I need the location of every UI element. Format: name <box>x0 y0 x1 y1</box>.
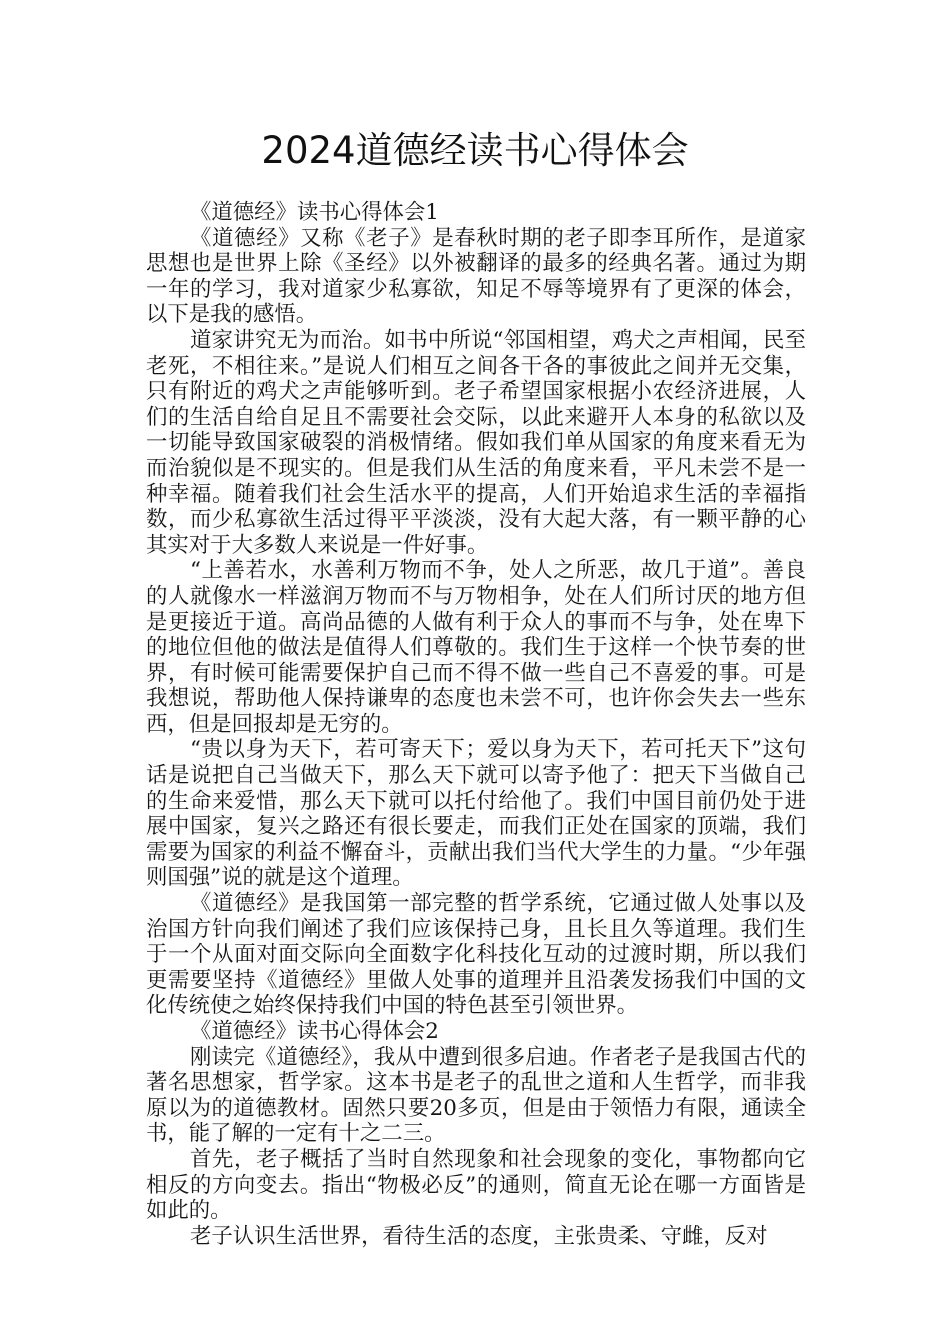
paragraph: 《道德经》是我国第一部完整的哲学系统，它通过做人处事以及治国方针向我们阐述了我们应该保持己身，且长且久等道理。我们生于一个从面对面交际向全面数字化科技化互动的过渡时期，所以我们更需要坚持《道德经》里做人处事的道理并且沿袭发扬我们中国的文化传统使之始终保持我们中国的特色甚至引领世界。 <box>146 891 806 1019</box>
document-title: 2024道德经读书心得体会 <box>261 129 689 172</box>
document-body <box>146 200 806 1249</box>
section-heading-2: 《道德经》读书心得体会2 <box>190 1019 439 1044</box>
paragraph: 首先，老子概括了当时自然现象和社会现象的变化，事物都向它相反的方向变去。指出“物极必反”的通则，简直无论在哪一方面皆是如此的。 <box>146 1146 806 1224</box>
paragraph: 《道德经》又称《老子》是春秋时期的老子即李耳所作，是道家思想也是世界上除《圣经》以外被翻译的最多的经典名著。通过为期一年的学习，我对道家少私寡欲，知足不辱等境界有了更深的体会，以下是我的感悟。 <box>146 225 806 328</box>
paragraph: 老子认识生活世界，看待生活的态度，主张贵柔、守雌，反对 <box>190 1223 768 1249</box>
paragraph: “上善若水，水善利万物而不争，处人之所恶，故几于道”。善良的人就像水一样滋润万物而不与万物相争，处在人们所讨厌的地方但是更接近于道。高尚品德的人做有利于众人的事而不与争，处在卑下的地位但他的做法是值得人们尊敬的。我们生于这样一个快节奏的世界，有时候可能需要保护自己而不得不做一些自己不喜爱的事。可是我想说，帮助他人保持谦卑的态度也未尝不可，也许你会失去一些东西，但是回报却是无穷的。 <box>146 558 806 737</box>
paragraph: 刚读完《道德经》，我从中遭到很多启迪。作者老子是我国古代的著名思想家，哲学家。这本书是老子的乱世之道和人生哲学，而非我原以为的道德教材。固然只要20多页，但是由于领悟力有限，通读全书，能了解的一定有十之二三。 <box>146 1044 806 1147</box>
paragraph: 道家讲究无为而治。如书中所说“邻国相望，鸡犬之声相闻，民至老死，不相往来。”是说人们相互之间各干各的事彼此之间并无交集，只有附近的鸡犬之声能够听到。老子希望国家根据小农经济进展，人们的生活自给自足且不需要社会交际，以此来避开人本身的私欲以及一切能导致国家破裂的消极情绪。假如我们单从国家的角度来看无为而治貌似是不现实的。但是我们从生活的角度来看，平凡未尝不是一种幸福。随着我们社会生活水平的提高，人们开始追求生活的幸福指数，而少私寡欲生活过得平平淡淡，没有大起大落，有一颗平静的心其实对于大多数人来说是一件好事。 <box>146 327 806 558</box>
paragraph: “贵以身为天下，若可寄天下；爱以身为天下，若可托天下”这句话是说把自己当做天下，那么天下就可以寄予他了：把天下当做自己的生命来爱惜，那么天下就可以托付给他了。我们中国目前仍处于进展中国家，复兴之路还有很长要走，而我们正处在国家的顶端，我们需要为国家的利益不懈奋斗，贡献出我们当代大学生的力量。“少年强则国强”说的就是这个道理。 <box>146 737 806 891</box>
section-heading-1: 《道德经》读书心得体会1 <box>190 200 439 225</box>
